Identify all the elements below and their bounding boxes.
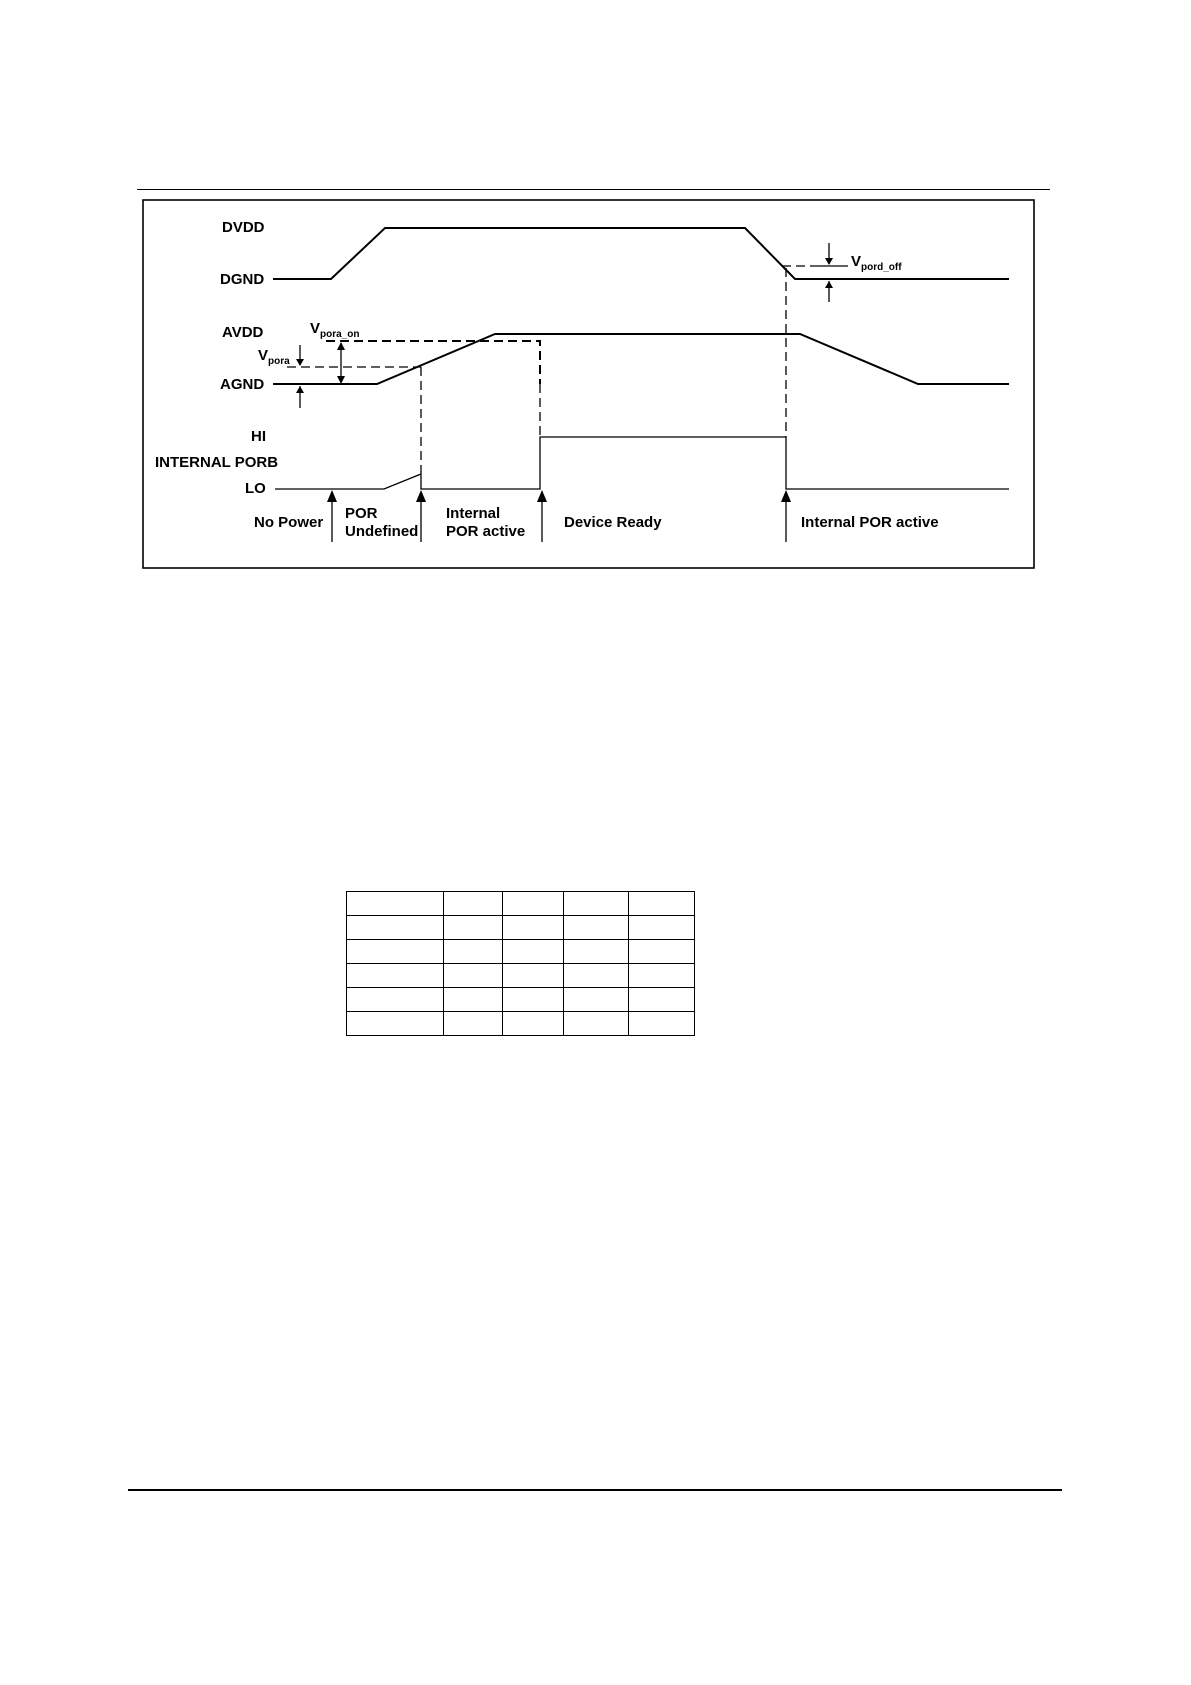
table-cell <box>347 916 444 940</box>
table-cell <box>564 940 629 964</box>
arrow-up-icon <box>825 281 833 288</box>
phase-internal-por-active-line2: POR active <box>446 523 526 540</box>
label-dgnd: DGND <box>220 271 265 288</box>
table-cell <box>564 1012 629 1036</box>
label-vpord-off: $V_{pord\_off}$ <box>851 253 902 273</box>
arrow-down-icon <box>337 376 345 384</box>
label-internal-porb: INTERNAL PORB <box>155 454 279 471</box>
label-dvdd: DVDD <box>222 219 265 236</box>
table-cell <box>444 916 503 940</box>
arrow-up-icon <box>781 490 791 502</box>
spec-table <box>346 891 695 1036</box>
arrow-up-icon <box>416 490 426 502</box>
label-avdd: AVDD <box>222 324 264 341</box>
table-row <box>347 940 695 964</box>
phase-por-undefined-line2: Undefined <box>345 523 419 540</box>
table-row <box>347 892 695 916</box>
phase-internal-por-active-line1: Internal <box>446 505 501 522</box>
table-cell <box>347 1012 444 1036</box>
arrow-up-icon <box>327 490 337 502</box>
phase-device-ready: Device Ready <box>564 514 662 531</box>
arrow-up-icon <box>537 490 547 502</box>
table-cell <box>444 1012 503 1036</box>
arrow-down-icon <box>296 359 304 366</box>
table-cell <box>503 940 564 964</box>
table-cell <box>503 964 564 988</box>
table-cell <box>629 1012 695 1036</box>
table-row <box>347 988 695 1012</box>
arrow-up-icon <box>296 386 304 393</box>
table-cell <box>444 988 503 1012</box>
table-cell <box>629 940 695 964</box>
table-cell <box>629 916 695 940</box>
table-cell <box>444 892 503 916</box>
table-cell <box>503 916 564 940</box>
table-cell <box>629 892 695 916</box>
table-cell <box>503 1012 564 1036</box>
table-cell <box>503 988 564 1012</box>
table-cell <box>564 892 629 916</box>
footer-rule <box>128 1489 1062 1491</box>
label-lo: LO <box>245 480 266 497</box>
table-row <box>347 916 695 940</box>
table-cell <box>629 988 695 1012</box>
waveform-porb-undefined <box>275 474 421 489</box>
label-hi: HI <box>251 428 266 445</box>
table-cell <box>444 964 503 988</box>
phase-por-undefined-line1: POR <box>345 505 378 522</box>
arrow-up-icon <box>337 342 345 350</box>
dashed-vpora-on <box>326 341 540 384</box>
phase-no-power: No Power <box>254 514 324 531</box>
label-vpora-on: $V_{pora\_on}$ <box>310 320 360 340</box>
label-agnd: AGND <box>220 376 265 393</box>
table-cell <box>564 916 629 940</box>
phase-internal-por-active-end: Internal POR active <box>801 514 939 531</box>
table-cell <box>347 964 444 988</box>
table-cell <box>503 892 564 916</box>
waveform-internal-porb <box>421 437 1009 489</box>
table-cell <box>347 940 444 964</box>
table-cell <box>347 988 444 1012</box>
table-cell <box>444 940 503 964</box>
table-row <box>347 964 695 988</box>
table-cell <box>564 988 629 1012</box>
power-on-reset-timing-diagram <box>0 0 1191 600</box>
table-row <box>347 1012 695 1036</box>
table-cell <box>629 964 695 988</box>
arrow-down-icon <box>825 258 833 265</box>
table-cell <box>564 964 629 988</box>
label-vpora: $V_{pora}$ <box>258 347 290 367</box>
table-cell <box>347 892 444 916</box>
